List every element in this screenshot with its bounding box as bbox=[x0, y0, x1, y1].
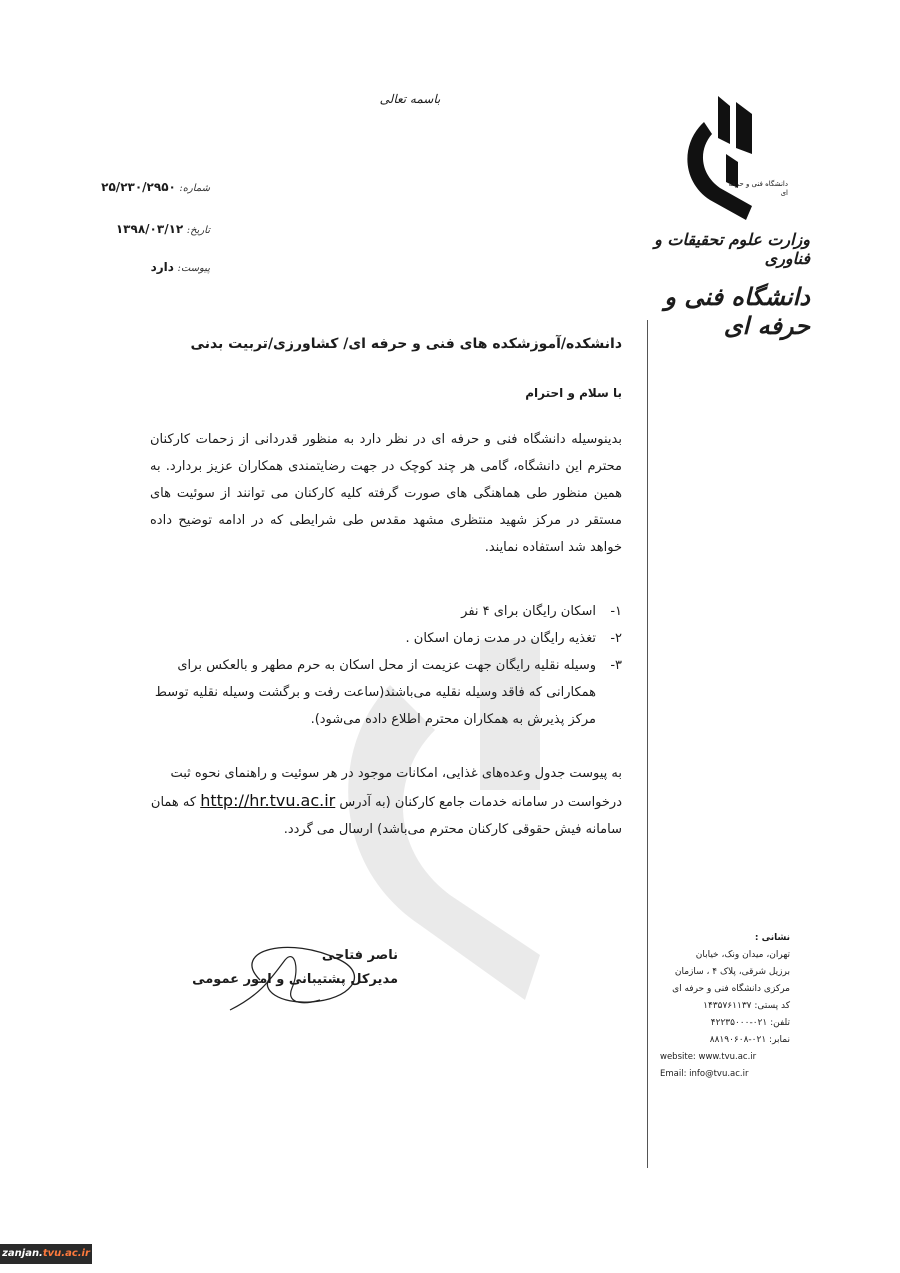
signer-title: مدیرکل پشتیبانی و امور عمومی bbox=[192, 972, 398, 987]
letter-greeting: با سلام و احترام bbox=[525, 386, 622, 400]
address-block bbox=[660, 930, 790, 1083]
letter-date-label: تاریخ: bbox=[186, 225, 210, 236]
list-item-number: ۳- bbox=[610, 658, 622, 673]
address-line: مرکزی دانشگاه فنی و حرفه ای bbox=[672, 984, 790, 994]
letter-attachment-value: دارد bbox=[150, 260, 174, 274]
list-item bbox=[150, 598, 622, 625]
closing-text-end: که همان سامانه فیش حقوقی کارکنان محترم می‌باشد) ارسال می گردد. bbox=[150, 795, 622, 837]
email-address: Email: info@tvu.ac.ir bbox=[660, 1069, 749, 1079]
letter-number bbox=[70, 180, 210, 194]
list-item bbox=[150, 652, 622, 733]
hr-portal-link[interactable]: http://hr.tvu.ac.ir bbox=[200, 791, 336, 810]
letter-closing-paragraph bbox=[150, 760, 622, 843]
site-tag-suffix: tvu.ac.ir bbox=[42, 1248, 90, 1259]
list-item-text: اسکان رایگان برای ۴ نفر bbox=[461, 604, 596, 619]
signer-name: ناصر فتاحی bbox=[321, 948, 398, 963]
university-logo-icon bbox=[676, 92, 786, 222]
site-tag[interactable] bbox=[0, 1244, 92, 1264]
list-item-text: تغذیه رایگان در مدت زمان اسکان . bbox=[405, 631, 596, 646]
university-name: دانشگاه فنی و حرفه ای bbox=[664, 282, 810, 340]
closing-text-start: به پیوست جدول وعده‌های غذایی، امکانات موجود در هر سوئیت و راهنمای نحوه ثبت درخواست در سامانه خدمات جامع کارکنان (به آدرس bbox=[170, 766, 622, 810]
address-line: برزیل شرقی، پلاک ۴ ، سازمان bbox=[674, 967, 790, 977]
letter-number-value: ۲۵/۲۳۰/۲۹۵۰ bbox=[101, 180, 176, 194]
logo-caption: دانشگاه فنی و حرفه ای bbox=[728, 180, 788, 197]
list-item bbox=[150, 625, 622, 652]
address-line: تهران، میدان ونک، خیابان bbox=[695, 950, 790, 960]
list-item-number: ۱- bbox=[610, 604, 622, 619]
postal-code: کد پستی: ۱۴۳۵۷۶۱۱۳۷ bbox=[703, 1001, 790, 1011]
list-item-text: وسیله نقلیه رایگان جهت عزیمت از محل اسکان به حرم مطهر و بالعکس برای همکارانی که فاقد وسیله نقلیه می‌باشند(ساعت رفت و برگشت وسیله نقلیه توسط مرکز پذیرش به همکاران محترم اطلاع داده می‌شود). bbox=[154, 658, 596, 727]
address-label: نشانی : bbox=[754, 933, 790, 943]
bismillah-heading: باسمه تعالی bbox=[379, 92, 441, 106]
letter-number-label: شماره: bbox=[179, 183, 210, 194]
list-item-number: ۲- bbox=[610, 631, 622, 646]
university-logo bbox=[676, 92, 786, 222]
benefits-list bbox=[150, 598, 622, 733]
letter-attachment bbox=[90, 260, 210, 274]
letter-attachment-label: پیوست: bbox=[177, 263, 210, 274]
letter-paragraph: بدینوسیله دانشگاه فنی و حرفه ای در نظر دارد به منظور قدردانی از زحمات کارکنان محترم این دانشگاه، گامی هر چند کوچک در جهت رضایتمندی همکاران عزیز بردارد. به همین منظور طی هماهنگی های صورت گرفته کلیه کارکنان می توانند از سوئیت های مستقر در مرکز شهید منتظری مشهد مقدس طی شرایطی که در ادامه توضیح داده خواهد شد استفاده نمایند. bbox=[150, 432, 622, 555]
ministry-name: وزارت علوم تحقیقات و فناوری bbox=[654, 230, 810, 268]
letter-date-value: ۱۳۹۸/۰۳/۱۲ bbox=[115, 222, 184, 236]
website-address: website: www.tvu.ac.ir bbox=[660, 1052, 757, 1062]
fax-number: نمابر: ۰۲۱-۸۸۱۹۰۶۰۸ bbox=[709, 1035, 790, 1045]
site-tag-prefix: zanjan. bbox=[2, 1248, 43, 1259]
phone-number: تلفن: ۰۲۱-۴۲۲۳۵۰۰۰ bbox=[710, 1018, 790, 1028]
letter-date bbox=[70, 222, 210, 236]
margin-divider bbox=[647, 320, 648, 1168]
letter-recipient: دانشکده/آموزشکده های فنی و حرفه ای/ کشاورزی/تربیت بدنی bbox=[190, 336, 622, 352]
